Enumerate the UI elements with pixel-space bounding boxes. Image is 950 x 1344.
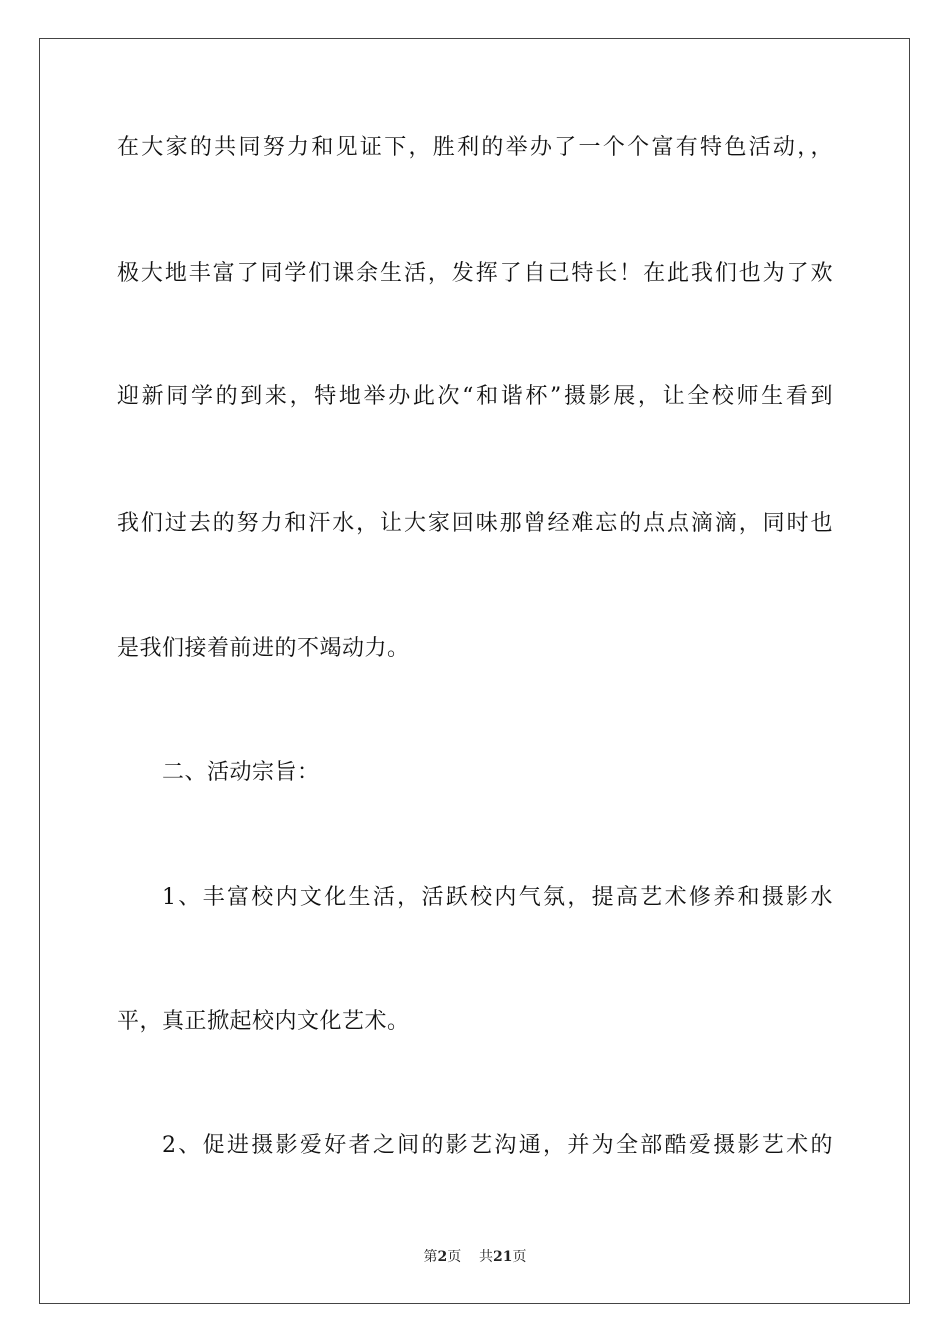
footer-page-suffix: 页 bbox=[447, 1249, 462, 1265]
paragraph-line-4: 我们过去的努力和汗水，让大家回味那曾经难忘的点点滴滴，同时也 bbox=[117, 511, 833, 536]
section-heading: 二、活动宗旨： bbox=[162, 760, 320, 785]
footer-total-suffix: 页 bbox=[512, 1249, 527, 1265]
item-1-line-2: 平，真正掀起校内文化艺术。 bbox=[117, 1009, 410, 1034]
paragraph-line-1: 在大家的共同努力和见证下，胜利的举办了一个个富有特色活动，， bbox=[117, 135, 833, 160]
paragraph-line-5: 是我们接着前进的不竭动力。 bbox=[117, 636, 410, 661]
item-1-line-1: 1、丰富校内文化生活，活跃校内气氛，提高艺术修养和摄影水 bbox=[162, 885, 833, 910]
footer-page-current: 2 bbox=[437, 1249, 448, 1265]
page-border bbox=[39, 38, 910, 1304]
footer-total-prefix: 共 bbox=[479, 1249, 494, 1265]
footer-page-total: 21 bbox=[493, 1249, 513, 1265]
page-footer bbox=[0, 1248, 950, 1266]
paragraph-line-3: 迎新同学的到来，特地举办此次“和谐杯”摄影展，让全校师生看到 bbox=[117, 384, 833, 409]
footer-page-prefix: 第 bbox=[423, 1249, 438, 1265]
item-2-line-1: 2、促进摄影爱好者之间的影艺沟通，并为全部酷爱摄影艺术的 bbox=[162, 1133, 833, 1158]
paragraph-line-2: 极大地丰富了同学们课余生活，发挥了自己特长！在此我们也为了欢 bbox=[117, 261, 833, 286]
